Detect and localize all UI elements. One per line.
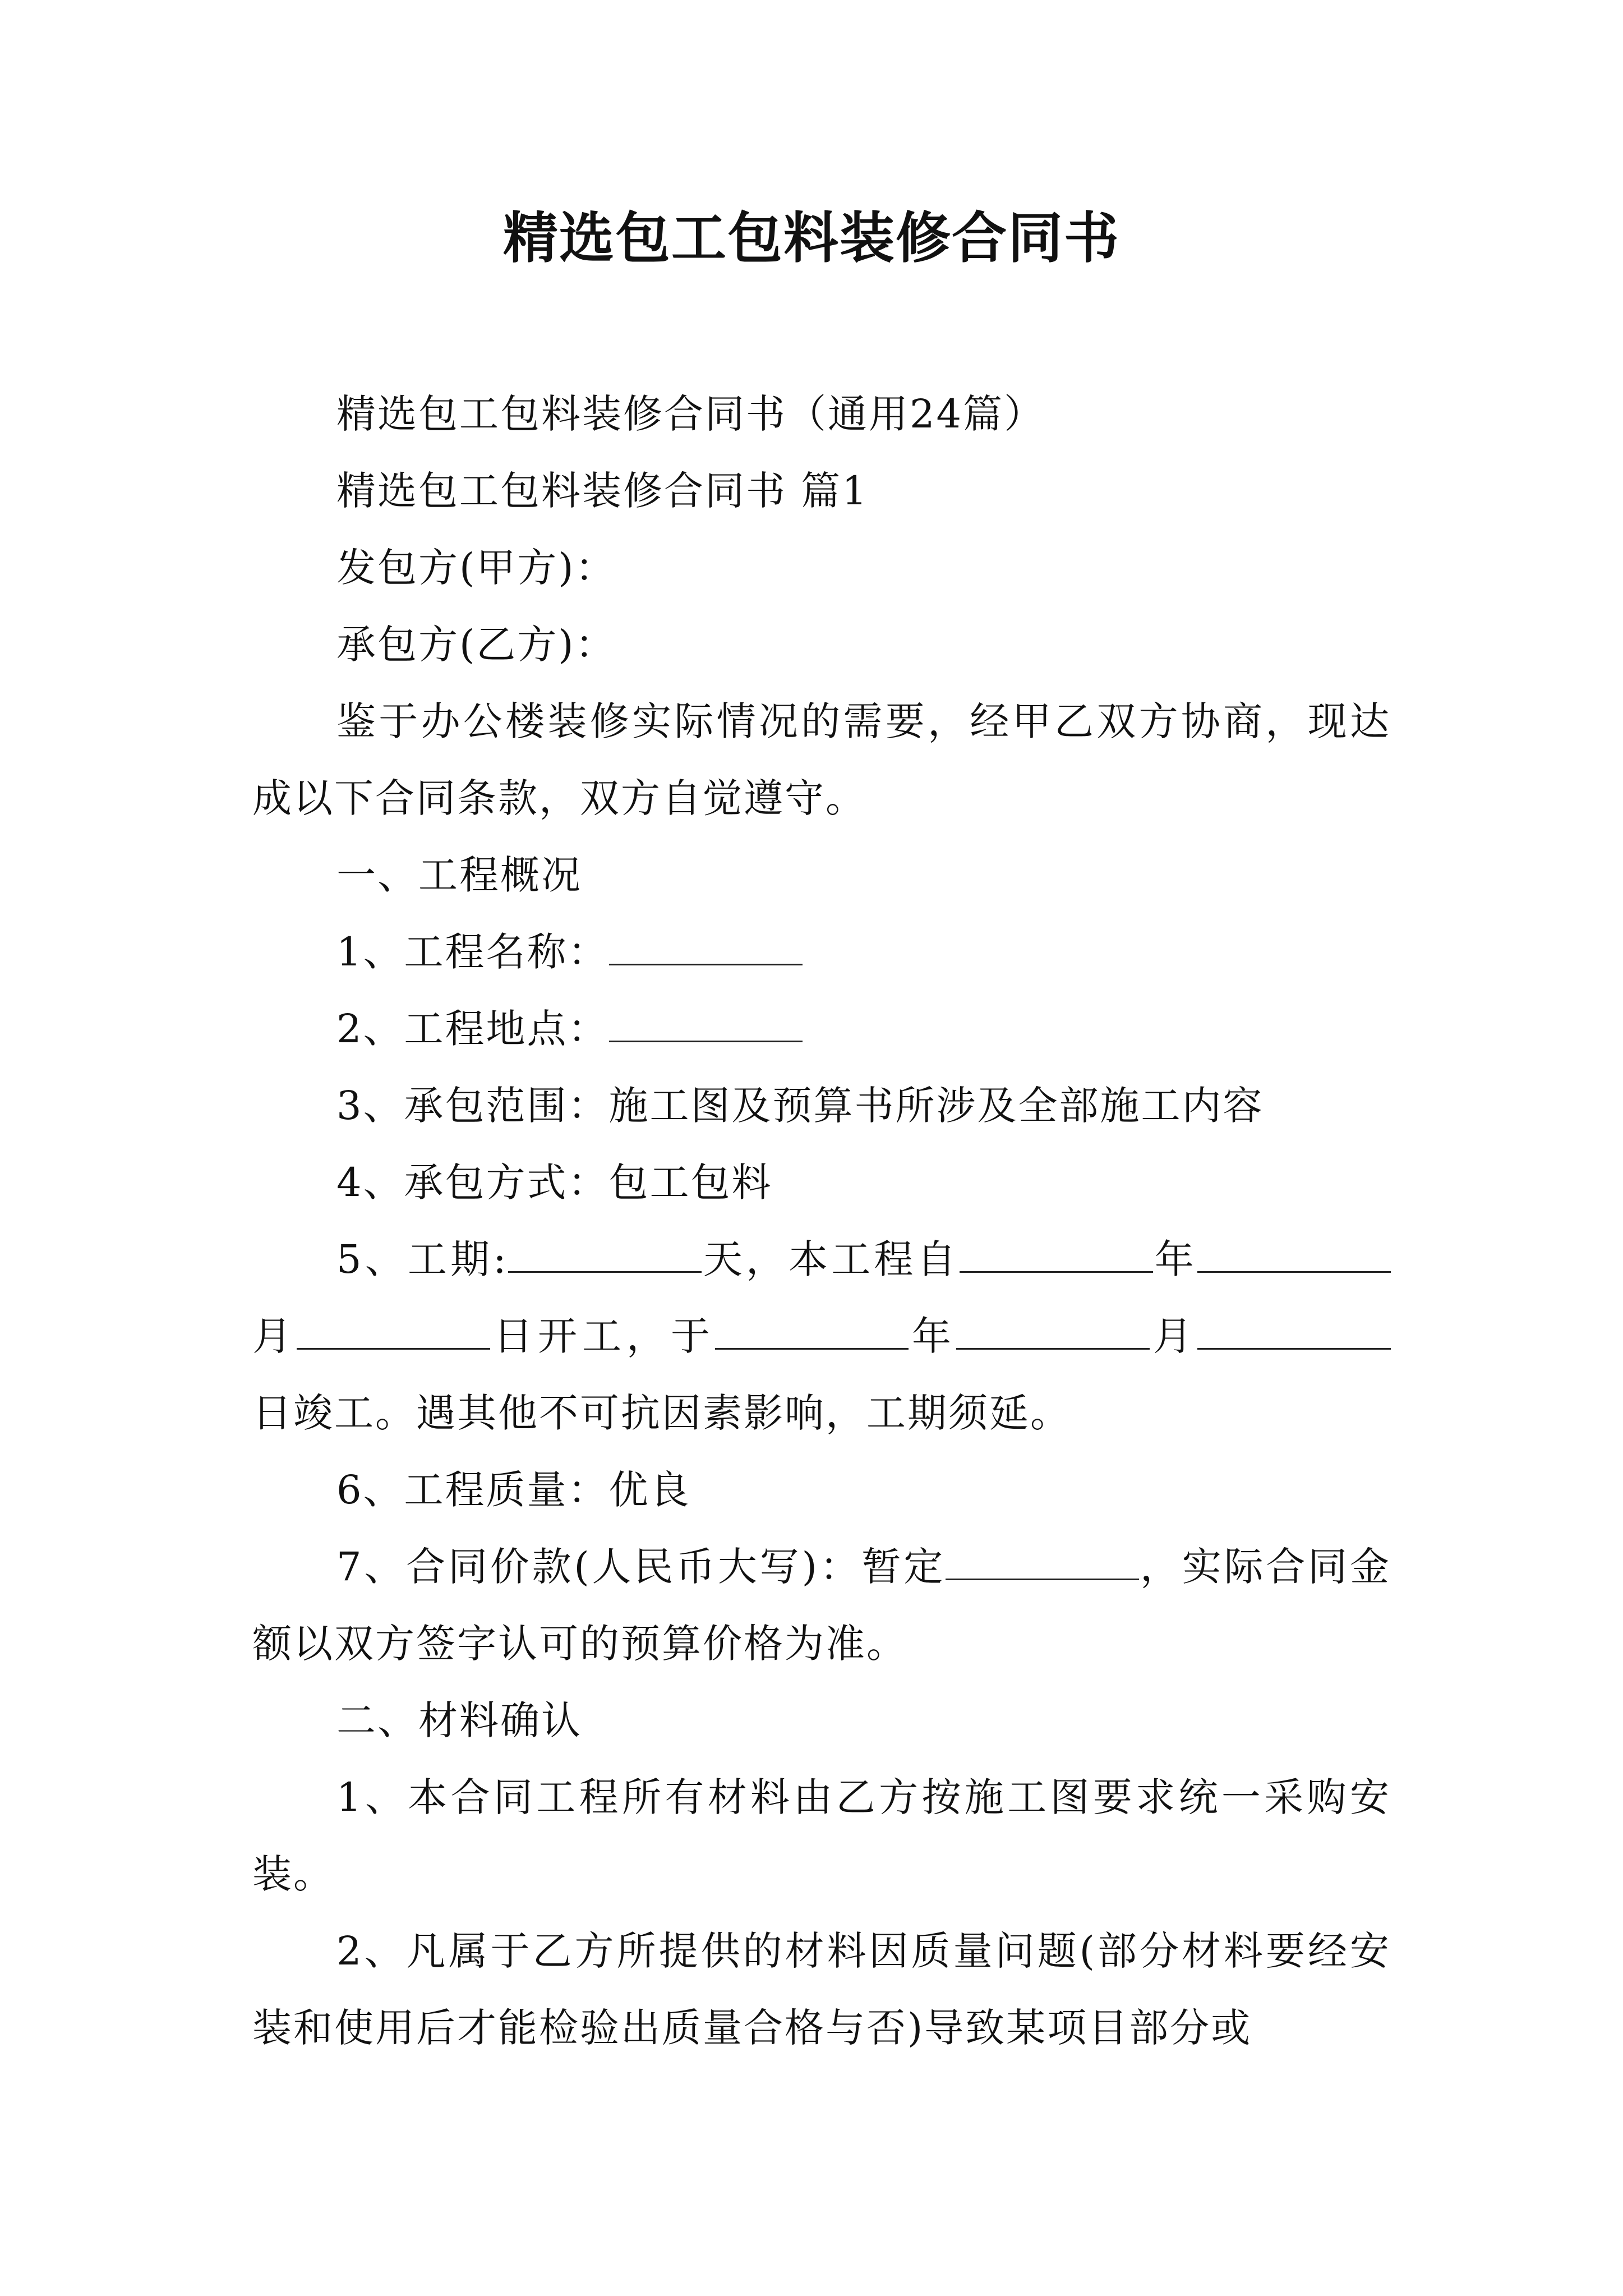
paragraph-subtitle bbox=[252, 376, 1391, 453]
paragraph-project-name bbox=[252, 914, 1391, 991]
text-run: 2、凡属于乙方所提供的材料因质量问题(部分材料要经安装和使用后才能检验出质量合格与否)导致某项目部分或 bbox=[252, 1928, 1391, 2051]
text-run: 一、工程概况 bbox=[336, 852, 582, 898]
text-run: 天，本工程自 bbox=[701, 1236, 960, 1282]
text-run: 承包方(乙方)： bbox=[336, 622, 616, 668]
text-run: 2、工程地点： bbox=[336, 1006, 609, 1052]
fill-in-blank bbox=[956, 1313, 1150, 1350]
text-run: 月 bbox=[1150, 1313, 1197, 1359]
paragraph-party-a bbox=[252, 530, 1391, 606]
paragraph-materials-2 bbox=[252, 1913, 1391, 2067]
fill-in-blank bbox=[1197, 1236, 1391, 1273]
paragraph-price bbox=[252, 1529, 1391, 1682]
fill-in-blank bbox=[609, 929, 803, 965]
text-run: 精选包工包料装修合同书 篇1 bbox=[336, 468, 869, 514]
document-title: 精选包工包料装修合同书 bbox=[502, 206, 1120, 270]
fill-in-blank bbox=[297, 1313, 490, 1350]
text-run: 6、工程质量：优良 bbox=[336, 1467, 691, 1513]
text-run: 4、承包方式：包工包料 bbox=[336, 1159, 773, 1205]
paragraph-materials-1 bbox=[252, 1759, 1391, 1913]
paragraph-section-heading bbox=[252, 453, 1391, 530]
fill-in-blank bbox=[715, 1313, 909, 1350]
text-run: 月 bbox=[252, 1313, 297, 1359]
text-run: 日开工，于 bbox=[490, 1313, 715, 1359]
paragraph-schedule bbox=[252, 1221, 1391, 1452]
document-body bbox=[252, 376, 1391, 2067]
text-run: 年 bbox=[909, 1313, 956, 1359]
text-run: 1、工程名称： bbox=[336, 929, 609, 975]
fill-in-blank bbox=[1197, 1313, 1391, 1350]
text-run: 1、本合同工程所有材料由乙方按施工图要求统一采购安装。 bbox=[252, 1774, 1391, 1897]
text-run: 鉴于办公楼装修实际情况的需要，经甲乙双方协商，现达成以下合同条款，双方自觉遵守。 bbox=[252, 698, 1391, 821]
text-run: 日竣工。遇其他不可抗因素影响，工期须延。 bbox=[252, 1390, 1071, 1436]
fill-in-blank bbox=[508, 1236, 702, 1273]
text-run: 5、工期: bbox=[336, 1236, 508, 1282]
paragraph-project-location bbox=[252, 991, 1391, 1068]
text-run: 7、合同价款(人民币大写)：暂定 bbox=[336, 1544, 946, 1590]
text-run: 3、承包范围：施工图及预算书所涉及全部施工内容 bbox=[336, 1083, 1264, 1129]
paragraph-preamble bbox=[252, 683, 1391, 837]
paragraph-contract-mode bbox=[252, 1144, 1391, 1221]
text-run: 二、材料确认 bbox=[336, 1697, 582, 1743]
paragraph-scope bbox=[252, 1068, 1391, 1144]
paragraph-party-b bbox=[252, 606, 1391, 683]
text-run: ，实际合同金额以双方签字认可的预算价格为准。 bbox=[252, 1544, 1391, 1667]
text-run: 发包方(甲方)： bbox=[336, 545, 616, 591]
fill-in-blank bbox=[960, 1236, 1153, 1273]
paragraph-heading-overview bbox=[252, 837, 1391, 914]
text-run: 年 bbox=[1152, 1236, 1198, 1282]
text-run: 精选包工包料装修合同书（通用24篇） bbox=[336, 391, 1045, 437]
paragraph-heading-materials bbox=[252, 1682, 1391, 1759]
fill-in-blank bbox=[946, 1544, 1139, 1580]
paragraph-quality bbox=[252, 1452, 1391, 1529]
fill-in-blank bbox=[609, 1006, 803, 1042]
